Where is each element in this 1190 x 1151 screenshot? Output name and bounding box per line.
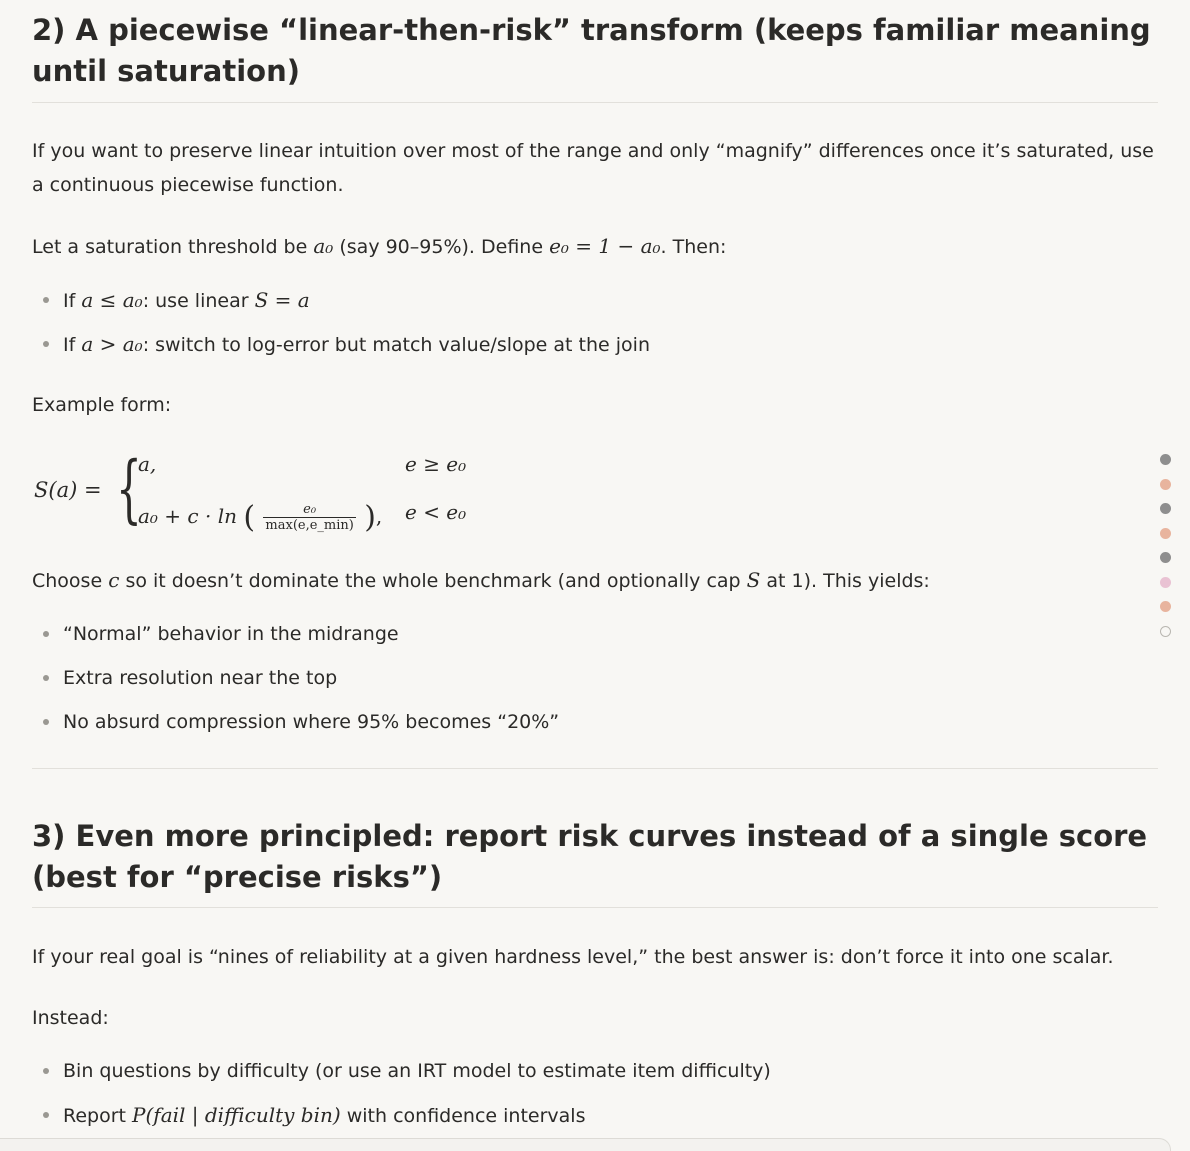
fraction-denominator: max(e,e_min) <box>265 518 354 533</box>
fraction-numerator: e₀ <box>263 502 355 518</box>
section-3-intro: If your real goal is “nines of reliability at a given hardness level,” the best answer is: don’t force it into one scalar. <box>32 946 1114 968</box>
text-span: : switch to log-error but match value/slope at the join <box>142 334 650 356</box>
math-inline: S = a <box>254 288 310 312</box>
pink-dot-icon[interactable] <box>1160 577 1171 588</box>
list-item <box>32 322 1158 366</box>
composer-edge <box>0 1138 1171 1151</box>
grey-dot-icon[interactable] <box>1160 454 1171 465</box>
formula-lhs: S(a) = <box>34 478 102 502</box>
text-span: If <box>63 290 76 312</box>
threshold-paragraph <box>32 229 1158 264</box>
chevron-down-icon[interactable] <box>1160 626 1171 637</box>
formula-row2-expr: a₀ + c · ln ( $\frac{\text{e₀}}{\max(e,e\_\min)}$ ), <box>138 500 383 535</box>
section-2-intro: If you want to preserve linear intuition over most of the range and only “magnify” differences once it’s saturated, use a continuous piecewise function. <box>32 140 1154 196</box>
paren-close-icon: ) <box>364 500 376 535</box>
text-span: at 1). This yields: <box>766 570 930 592</box>
math-inline: a > a₀ <box>81 332 143 356</box>
formula-row2-condition: e < e₀ <box>405 500 467 524</box>
text-span: . Then: <box>660 236 727 258</box>
section-divider <box>32 102 1158 103</box>
formula-row1-condition: e ≥ e₀ <box>405 452 467 476</box>
piecewise-formula <box>32 442 552 542</box>
formula-row2-prefix: a₀ + c · ln <box>138 504 237 528</box>
grey-dot-icon[interactable] <box>1160 503 1171 514</box>
section-divider <box>32 907 1158 908</box>
section-3-list <box>32 1049 1158 1137</box>
section-2-heading: 2) A piecewise “linear-then-risk” transform (keeps familiar meaning until saturation) <box>32 13 1151 88</box>
text-span: Choose <box>32 570 103 592</box>
text-span: with confidence intervals <box>346 1105 586 1127</box>
condition-list <box>32 278 1158 366</box>
list-item: “Normal” behavior in the midrange <box>32 612 1158 656</box>
section-divider <box>32 768 1158 769</box>
yields-list <box>32 612 1158 744</box>
text-span: Report <box>63 1105 126 1127</box>
math-s: S <box>746 568 761 592</box>
formula-row1-expr: a, <box>138 452 157 476</box>
example-label: Example form: <box>32 394 172 416</box>
instead-label: Instead: <box>32 1007 109 1029</box>
list-item <box>32 1093 1158 1137</box>
list-item: Extra resolution near the top <box>32 656 1158 700</box>
math-a0: a₀ <box>313 234 334 258</box>
math-e0-definition: e₀ = 1 − a₀ <box>549 234 661 258</box>
choose-paragraph <box>32 563 1158 598</box>
list-item <box>32 278 1158 322</box>
math-c: c <box>108 568 120 592</box>
math-inline: a ≤ a₀ <box>81 288 143 312</box>
peach-star-icon[interactable] <box>1160 479 1171 490</box>
text-span: : use linear <box>142 290 249 312</box>
text-span: so it doesn’t dominate the whole benchmark (and optionally cap <box>125 570 741 592</box>
peach-star-icon[interactable] <box>1160 528 1171 539</box>
text-span: If <box>63 334 76 356</box>
section-3-heading: 3) Even more principled: report risk curves instead of a single score (best for “precise risks”) <box>32 819 1148 894</box>
peach-star-icon[interactable] <box>1160 601 1171 612</box>
fraction <box>263 502 355 533</box>
grey-dot-icon[interactable] <box>1160 552 1171 563</box>
math-inline: P(fail | difficulty bin) <box>132 1103 341 1127</box>
text-span: (say 90–95%). Define <box>339 236 544 258</box>
list-item: Bin questions by difficulty (or use an IRT model to estimate item difficulty) <box>32 1049 1158 1093</box>
scroll-rail <box>1160 454 1174 650</box>
text-span: Let a saturation threshold be <box>32 236 308 258</box>
list-item: No absurd compression where 95% becomes “20%” <box>32 700 1158 744</box>
left-brace-icon: { <box>116 446 142 532</box>
paren-open-icon: ( <box>243 500 256 535</box>
